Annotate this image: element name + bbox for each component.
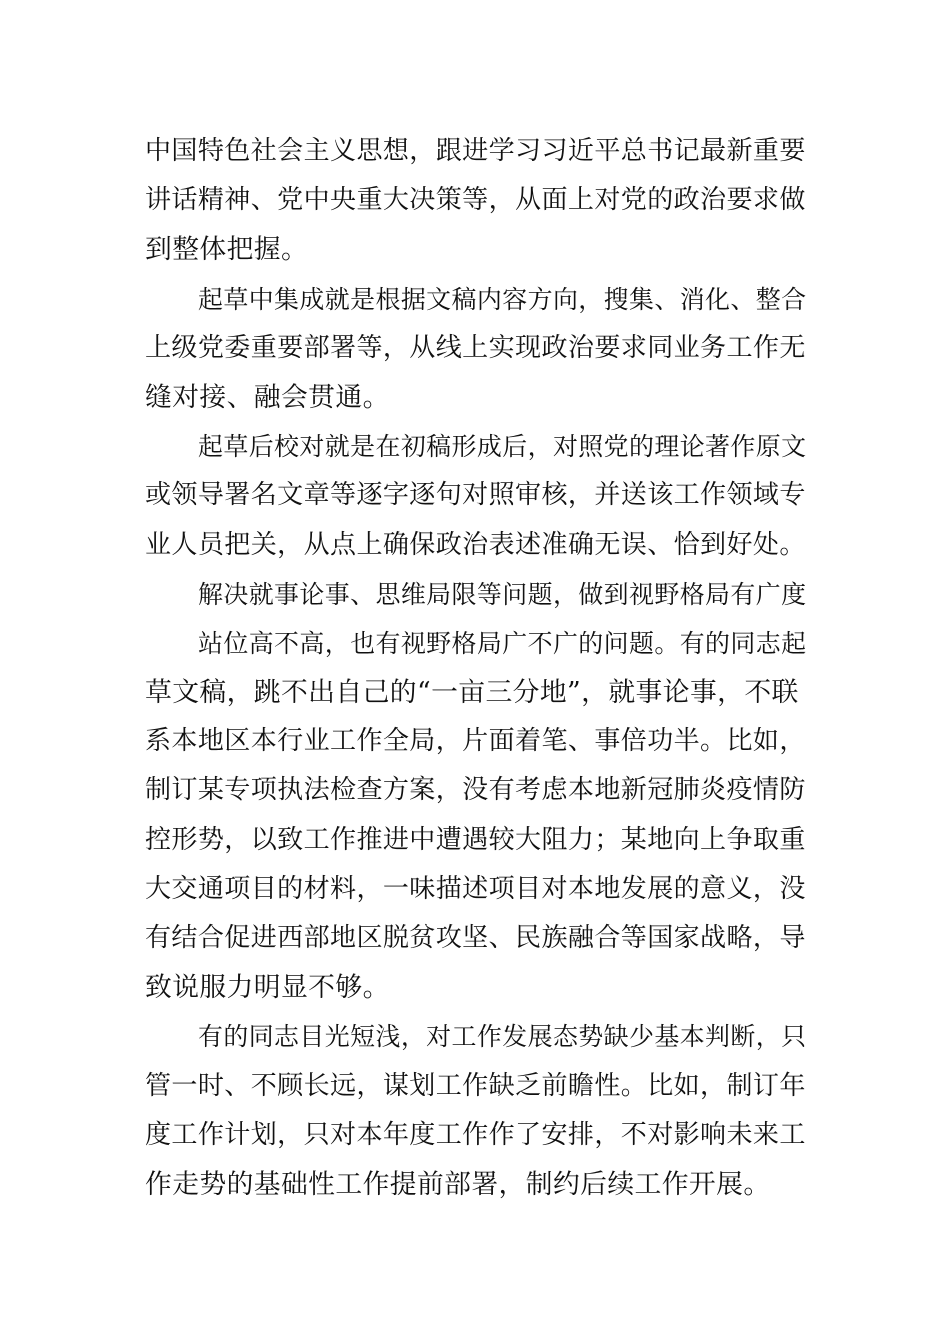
paragraph [145, 127, 809, 275]
text-line: 致说服力明显不够。 [145, 972, 390, 1004]
text-line: 大交通项目的材料，一味描述项目对本地发展的意义，没 [145, 873, 806, 904]
text-line: 或领导署名文章等逐字逐句对照审核，并送该工作领域专 [145, 480, 806, 511]
text-line: 缝对接、融会贯通。 [145, 381, 390, 413]
paragraph [145, 619, 809, 1013]
paragraph [145, 1012, 809, 1209]
text-line: 作走势的基础性工作提前部署，制约后续工作开展。 [145, 1168, 771, 1200]
text-line: 中国特色社会主义思想，跟进学习习近平总书记最新重要 [145, 136, 806, 166]
text-line: 讲话精神、党中央重大决策等，从面上对党的政治要求做 [145, 185, 806, 216]
document-body [145, 127, 809, 1209]
text-line: 草文稿，跳不出自己的“一亩三分地”，就事论事，不联 [145, 677, 799, 709]
text-line: 控形势，以致工作推进中遭遇较大阻力；某地向上争取重 [145, 824, 806, 855]
text-line: 站位高不高，也有视野格局广不广的问题。有的同志起 [198, 628, 807, 658]
text-line: 制订某专项执法检查方案，没有考虑本地新冠肺炎疫情防 [145, 775, 806, 806]
text-line: 度工作计划，只对本年度工作作了安排，不对影响未来工 [145, 1119, 806, 1150]
text-line: 上级党委重要部署等，从线上实现政治要求同业务工作无 [145, 332, 806, 363]
paragraph [145, 422, 809, 570]
text-line: 有的同志目光短浅，对工作发展态势缺少基本判断，只 [198, 1022, 807, 1052]
section-heading [145, 570, 809, 619]
text-line: 业人员把关，从点上确保政治表述准确无误、恰到好处。 [145, 529, 806, 560]
text-line: 到整体把握。 [145, 234, 309, 266]
paragraph [145, 275, 809, 423]
heading-line: 解决就事论事、思维局限等问题，做到视野格局有广度 [198, 579, 807, 609]
text-line: 有结合促进西部地区脱贫攻坚、民族融合等国家战略，导 [145, 923, 806, 953]
text-line: 起草中集成就是根据文稿内容方向，搜集、消化、整合 [198, 284, 807, 314]
text-line: 起草后校对就是在初稿形成后，对照党的理论著作原文 [198, 432, 807, 462]
text-line: 管一时、不顾长远，谋划工作缺乏前瞻性。比如，制订年 [145, 1070, 806, 1101]
text-line: 系本地区本行业工作全局，片面着笔、事倍功半。比如， [145, 726, 806, 757]
